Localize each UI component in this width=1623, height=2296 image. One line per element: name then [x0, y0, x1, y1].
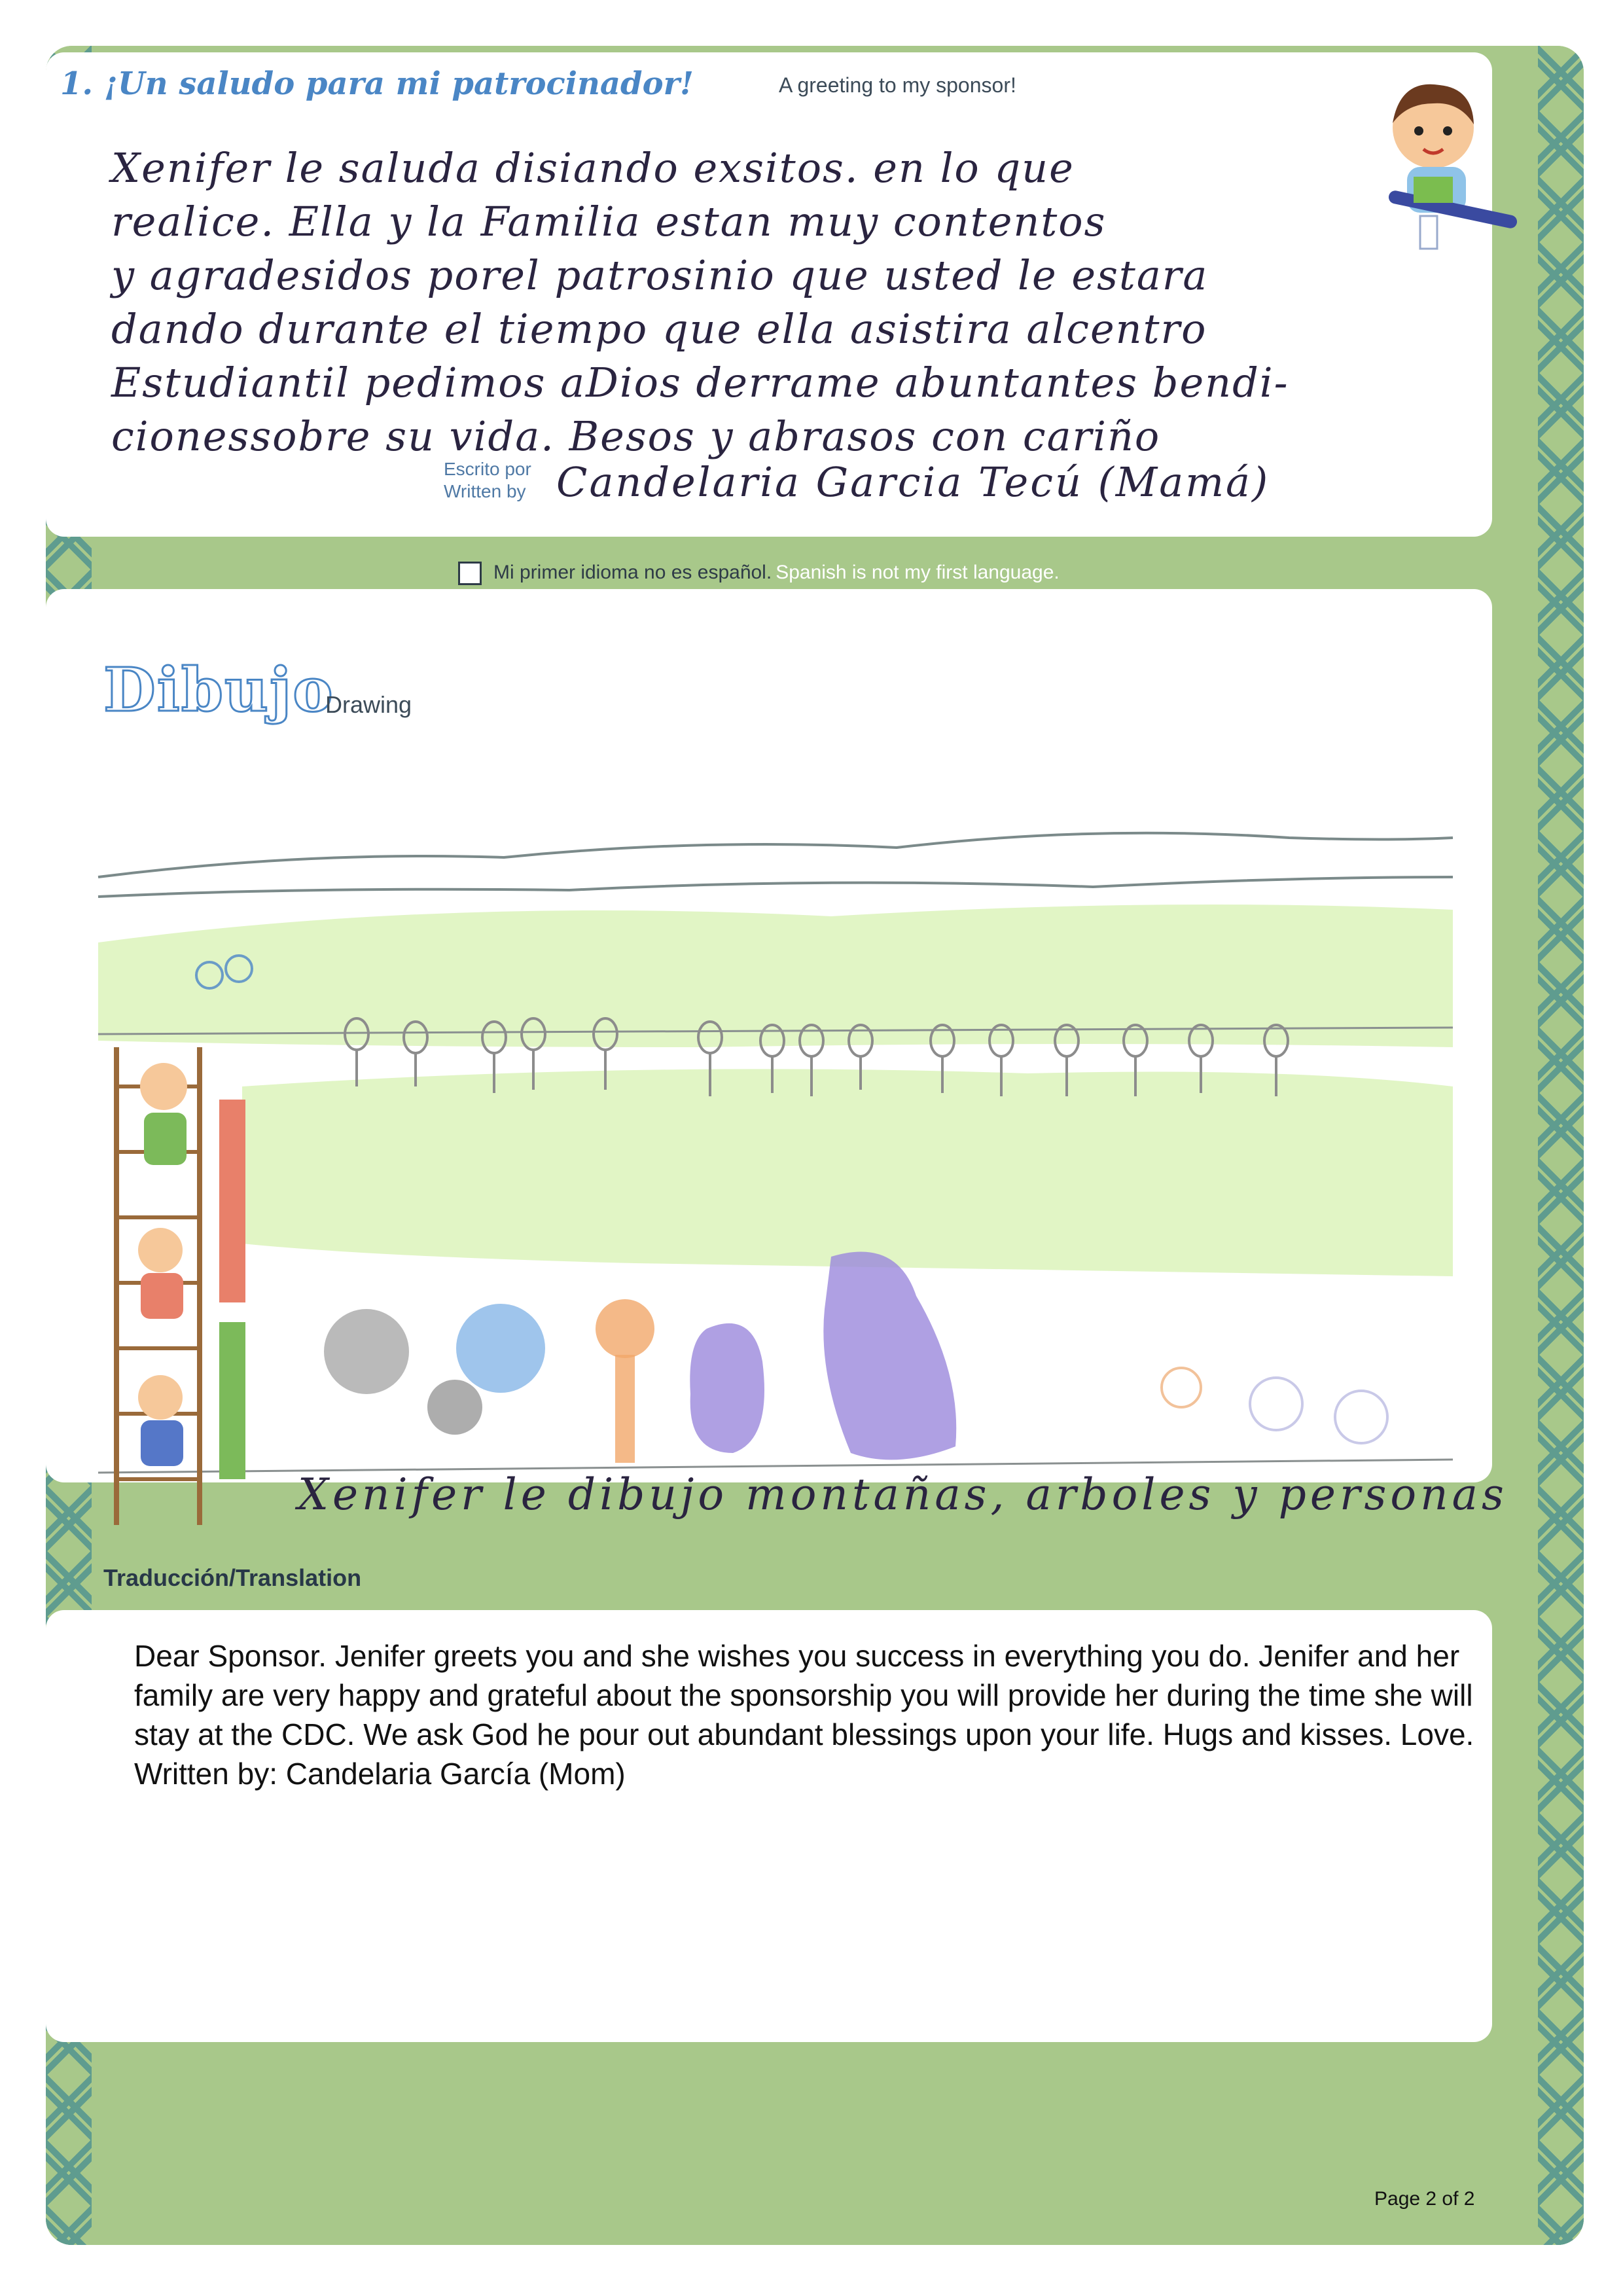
boy-reading-icon	[1361, 65, 1518, 262]
greeting-title	[60, 65, 694, 102]
right-pattern-border	[1538, 46, 1584, 2245]
greeting-subtitle: A greeting to my sponsor!	[779, 73, 1016, 97]
faint-circle-3	[1335, 1391, 1387, 1443]
page-number: Page 2 of 2	[1374, 2188, 1475, 2210]
child-drawing	[46, 589, 1492, 1548]
greeting-line-6: cionessobre su vida. Besos y abrasos con cariño	[111, 412, 1161, 460]
language-checkbox[interactable]	[458, 562, 482, 585]
person-gray	[324, 1309, 409, 1394]
person-purple-small	[690, 1323, 764, 1453]
mountain-line-2	[98, 877, 1453, 897]
greeting-line-5: Estudiantil pedimos aDios derrame abuntantes bendi-	[111, 359, 1289, 406]
person-small-gray	[427, 1380, 482, 1435]
language-label-es: Mi primer idioma no es español.	[493, 562, 772, 583]
greeting-line-1: Xenifer le saluda disiando exsitos. en lo que	[111, 144, 1075, 192]
translation-text: Dear Sponsor. Jenifer greets you and she wishes you success in everything you do. Jenifer and her family are very happy and grateful about the sponsorship you will provide her during the time she will stay at the CDC. We ask God he pour out abundant blessings upon your life. Hugs and kisses. Love. Written by: Candelaria García (Mom)	[134, 1639, 1474, 1791]
written-by-en: Written by	[444, 481, 526, 501]
language-label-en: Spanish is not my first language.	[776, 562, 1060, 583]
greeting-line-3: y agradesidos porel patrosinio que usted le estara	[111, 251, 1209, 299]
written-by-label	[444, 458, 531, 503]
drawing-title: Dibujo	[103, 655, 334, 725]
greeting-title-es: ¡Un saludo para mi patrocinador!	[103, 65, 694, 102]
drawing-caption: Xenifer le dibujo montañas, arboles y personas	[298, 1469, 1508, 1520]
person-orange-body	[615, 1355, 635, 1463]
faint-circle-2	[1250, 1378, 1302, 1430]
greeting-line-4: dando durante el tiempo que ella asistira alcentro	[111, 305, 1207, 353]
mountain-line-1	[98, 833, 1453, 877]
person-purple-large	[823, 1252, 956, 1460]
section-number: 1.	[60, 65, 94, 102]
person-orange-head	[596, 1299, 654, 1358]
written-by-es: Escrito por	[444, 459, 531, 479]
field-lower	[242, 1069, 1453, 1276]
faint-circle-1	[1162, 1368, 1201, 1407]
painting-kids-illustration	[116, 1047, 245, 1525]
drawing-subtitle: Drawing	[325, 691, 412, 718]
language-checkbox-row[interactable]	[458, 562, 1060, 585]
signature: Candelaria Garcia Tecú (Mamá)	[556, 458, 1270, 506]
translation-label: Traducción/Translation	[103, 1564, 362, 1591]
person-blue	[456, 1304, 545, 1393]
greeting-line-2: realice. Ella y la Familia estan muy contentos	[111, 198, 1107, 245]
